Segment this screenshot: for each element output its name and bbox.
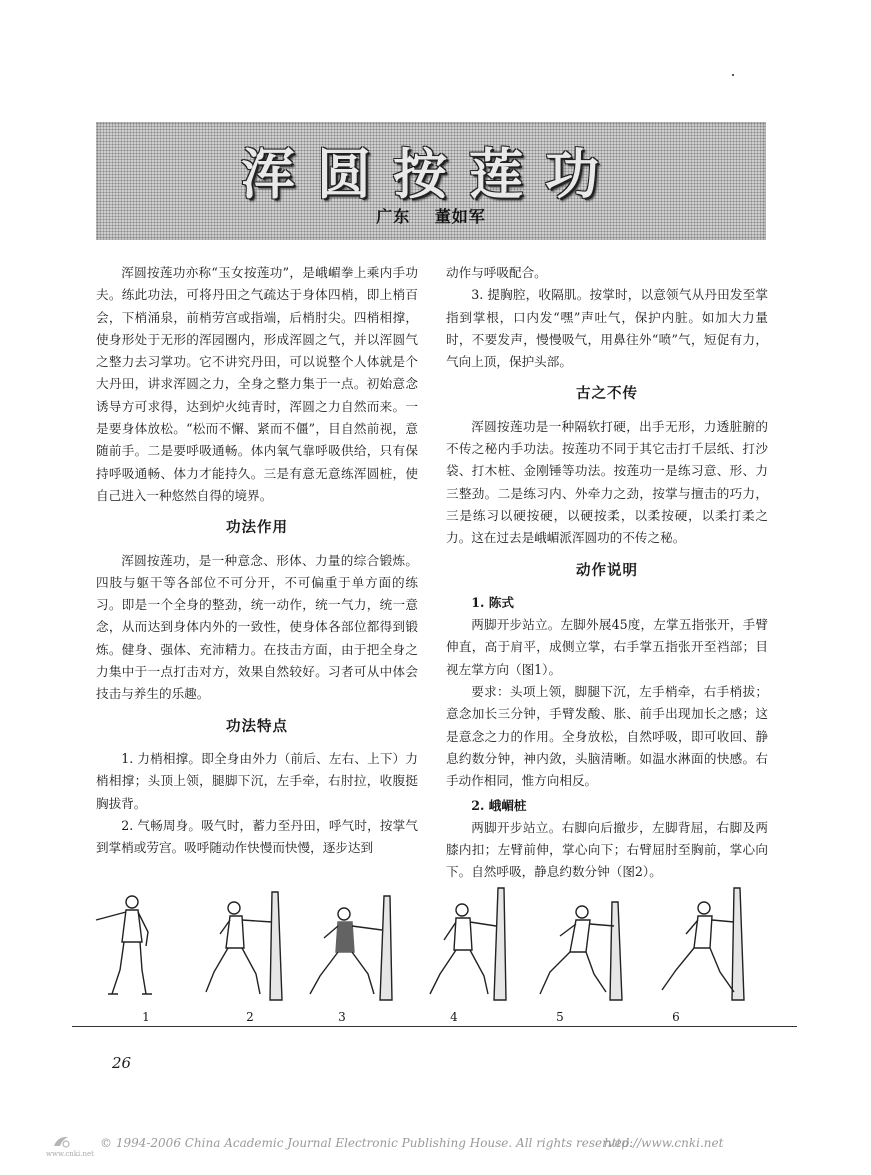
figure-label: 2 [246, 1010, 254, 1024]
figure-4-illustration [418, 882, 518, 1002]
movement-title: 2. 峨嵋桩 [471, 797, 527, 813]
feature-item: 3. 提胸腔，收隔肌。按掌时，以意领气从丹田发至掌指到掌根，口内发“嘿”声吐气，保护内脏。如加大力量时，不要发声，慢慢吸气，用鼻往外“喷”气，短促有力，气向上顶，保护头部。 [446, 287, 768, 370]
logo-caption: www.cnki.net [46, 1150, 94, 1158]
movement-paragraph: 两脚开步站立。右脚向后撤步，左脚背屈，右脚及两膝内扣；左臂前伸，掌心向下；右臂屈肘至胸前，掌心向下。自然呼吸，静息约数分钟（图2）。 [446, 819, 768, 880]
movement-requirements: 要求：头项上领，脚腿下沉，左手梢牵，右手梢拔；意念加长三分钟，手臂发酸、胀、前手出现加长之感；这是意念之力的作用。全身放松，自然呼吸，即可收回、静息约数分钟，神内敛，头脑清晰。如温水淋面的快感。右手动作相同，惟方向相反。 [446, 684, 768, 789]
figure-label: 6 [672, 1010, 680, 1024]
figure-label: 3 [338, 1010, 346, 1024]
page-number: 26 [112, 1054, 132, 1072]
intro-paragraph: 浑圆按莲功亦称“玉女按莲功”，是峨嵋拳上乘内手功夫。练此功法，可将丹田之气疏达于身体四梢，即上梢百会，下梢涌泉，前梢劳宫或指端，后梢肘尖。四梢相撑，使身形处于无形的浑园圈内，形成浑圆之气，并以浑圆气之整力去习掌功。它不讲究丹田，可以说整个人体就是个大丹田，讲求浑圆之力，全身之整力集于一点。初始意念诱导方可求得，达到炉火纯青时，浑圆之力自然而来。一是要身体放松。“松而不懈、紧而不僵”，目自然前视，意随前手。二是要呼吸通畅。体内氧气靠呼吸供给，只有保持呼吸通畅、体力才能持久。三是有意无意练浑圆桩，使自己进入一种悠然自得的境界。 [96, 265, 418, 503]
author-line [96, 204, 766, 227]
figure-label: 5 [556, 1010, 564, 1024]
left-column [96, 262, 418, 859]
movement-paragraph: 两脚开步站立。左脚外展45度，左掌五指张开，手臂伸直，高于肩平，成侧立掌，右手掌五指张开至裆部；目视左掌方向（图1）。 [446, 617, 768, 677]
author-region: 广东 [376, 207, 411, 226]
figure-label: 4 [450, 1010, 458, 1024]
copyright-text: © 1994-2006 China Academic Journal Electronic Publishing House. All rights reserved. [100, 1136, 634, 1150]
figure-strip [80, 882, 790, 1022]
section-heading: 功法作用 [226, 520, 288, 537]
figure-label: 1 [142, 1010, 150, 1024]
movement-title: 1. 陈式 [471, 594, 514, 610]
continuation-paragraph: 动作与呼吸配合。 [446, 265, 547, 280]
author-name: 董如军 [434, 207, 486, 226]
feature-item: 1. 力梢相撑。即全身由外力（前后、左右、上下）力梢相撑；头顶上领，腿脚下沉，左手牵，右肘拉，收腹挺胸拔背。 [96, 750, 418, 811]
scan-speck [732, 74, 734, 76]
bottom-rule [72, 1026, 797, 1027]
figure-1-illustration [90, 882, 190, 1002]
figure-5-illustration [530, 882, 630, 1002]
section-heading: 动作说明 [576, 562, 638, 579]
section-paragraph: 浑圆按莲功，是一种意念、形体、力量的综合锻炼。四肢与躯干等各部位不可分开，不可偏重于单方面的练习。即是一个全身的整劲，统一动作，统一气力，统一意念，从而达到身体内外的一致性，使身体各部位都得到锻炼。健身、强体、充沛精力。在技击方面，由于把全身之力集中于一点打击对方，效果自然较好。习者可从中体会技击与养生的乐趣。 [96, 552, 418, 702]
article-title: 浑圆按莲功 [241, 143, 621, 206]
title-banner [96, 122, 766, 240]
feature-item: 2. 气畅周身。吸气时，蓄力至丹田，呼气时，按掌气到掌梢或劳宫。吸呼随动作快慢而快慢，逐步达到 [96, 817, 418, 856]
figure-3-illustration [302, 882, 402, 1002]
footer-url-link[interactable]: http://www.cnki.net [604, 1136, 724, 1150]
footer [46, 1136, 812, 1158]
figure-6-illustration [648, 882, 748, 1002]
figure-2-illustration [200, 882, 300, 1002]
section-heading: 功法特点 [226, 718, 288, 735]
section-paragraph: 浑圆按莲功是一种隔软打硬，出手无形，力透脏腑的不传之秘内手功法。按莲功不同于其它击打千层纸、打沙袋、打木桩、金刚锤等功法。按莲功一是练习意、形、力三整劲。二是练习内、外牵力之劲，按掌与擅击的巧力，三是练习以硬按硬，以硬按柔，以柔按硬，以柔打柔之力。这在过去是峨嵋派浑圆功的不传之秘。 [446, 418, 768, 546]
right-column [446, 262, 768, 884]
section-heading: 古之不传 [576, 386, 638, 403]
cnki-logo-icon [52, 1134, 72, 1150]
